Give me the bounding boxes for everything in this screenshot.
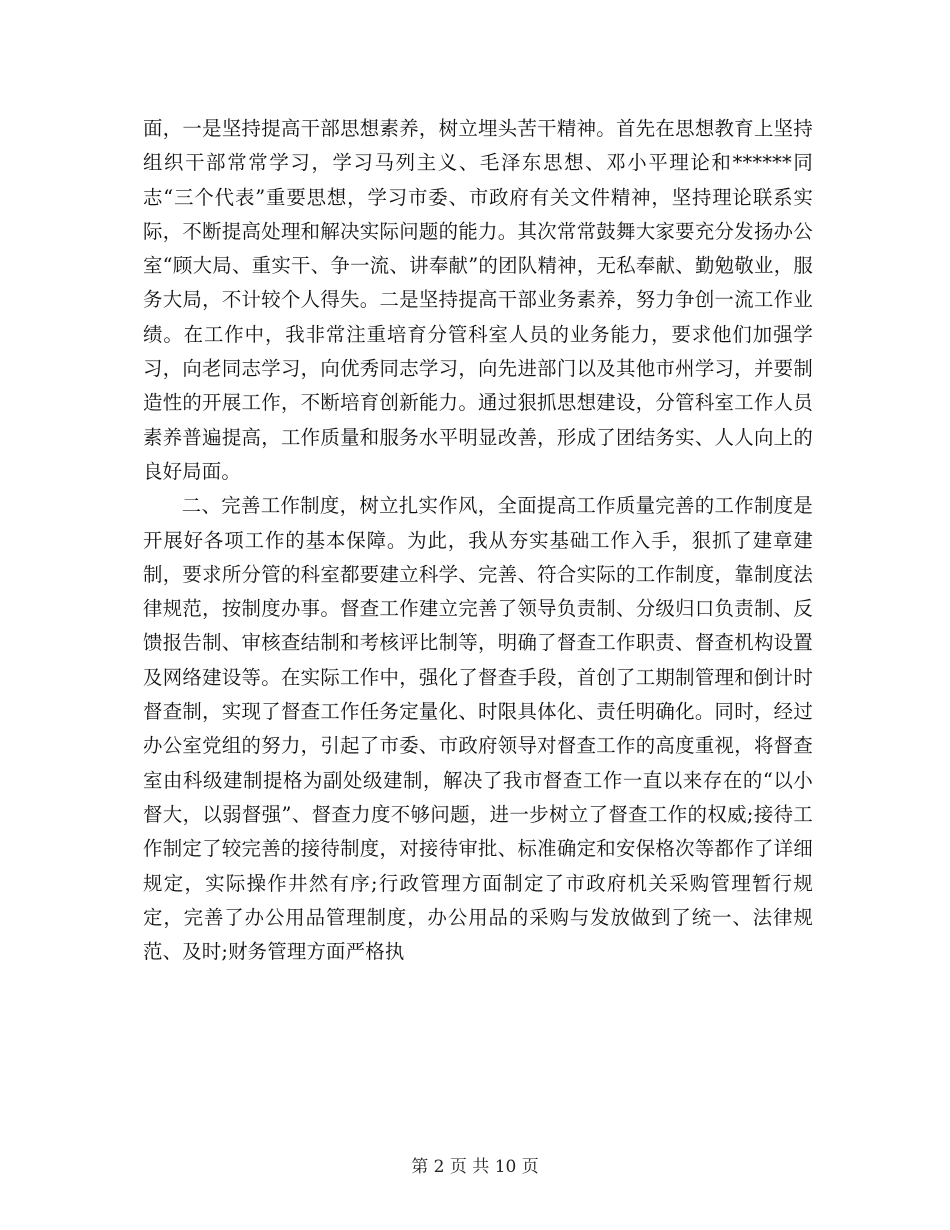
document-body [143, 112, 813, 969]
paragraph-2: 二、完善工作制度，树立扎实作风，全面提高工作质量完善的工作制度是开展好各项工作的基本保障。为此，我从夯实基础工作入手，狠抓了建章建制，要求所分管的科室都要建立科学、完善、符合实际的工作制度，靠制度法律规范，按制度办事。督查工作建立完善了领导负责制、分级归口负责制、反馈报告制、审核查结制和考核评比制等，明确了督查工作职责、督查机构设置及网络建设等。在实际工作中，强化了督查手段，首创了工期制管理和倒计时督查制，实现了督查工作任务定量化、时限具体化、责任明确化。同时，经过办公室党组的努力，引起了市委、市政府领导对督查工作的高度重视，将督查室由科级建制提格为副处级建制，解决了我市督查工作一直以来存在的“以小督大，以弱督强”、督查力度不够问题，进一步树立了督查工作的权威;接待工作制定了较完善的接待制度，对接待审批、标准确定和安保格次等都作了详细规定，实际操作井然有序;行政管理方面制定了市政府机关采购管理暂行规定，完善了办公用品管理制度，办公用品的采购与发放做到了统一、法律规范、及时;财务管理方面严格执 [143, 494, 813, 964]
page-number-footer: 第 2 页 共 10 页 [411, 1157, 539, 1177]
paragraph-1: 面，一是坚持提高干部思想素养，树立埋头苦干精神。首先在思想教育上坚持组织干部常常学习，学习马列主义、毛泽东思想、邓小平理论和******同志“三个代表”重要思想，学习市委、市政府有关文件精神，坚持理论联系实际，不断提高处理和解决实际问题的能力。其次常常鼓舞大家要充分发扬办公室“顾大局、重实干、争一流、讲奉献”的团队精神，无私奉献、勤勉敬业，服务大局，不计较个人得失。二是坚持提高干部业务素养，努力争创一流工作业绩。在工作中，我非常注重培育分管科室人员的业务能力，要求他们加强学习，向老同志学习，向优秀同志学习，向先进部门以及其他市州学习，并要制造性的开展工作，不断培育创新能力。通过狠抓思想建设，分管科室工作人员素养普遍提高，工作质量和服务水平明显改善，形成了团结务实、人人向上的良好局面。 [143, 117, 813, 483]
